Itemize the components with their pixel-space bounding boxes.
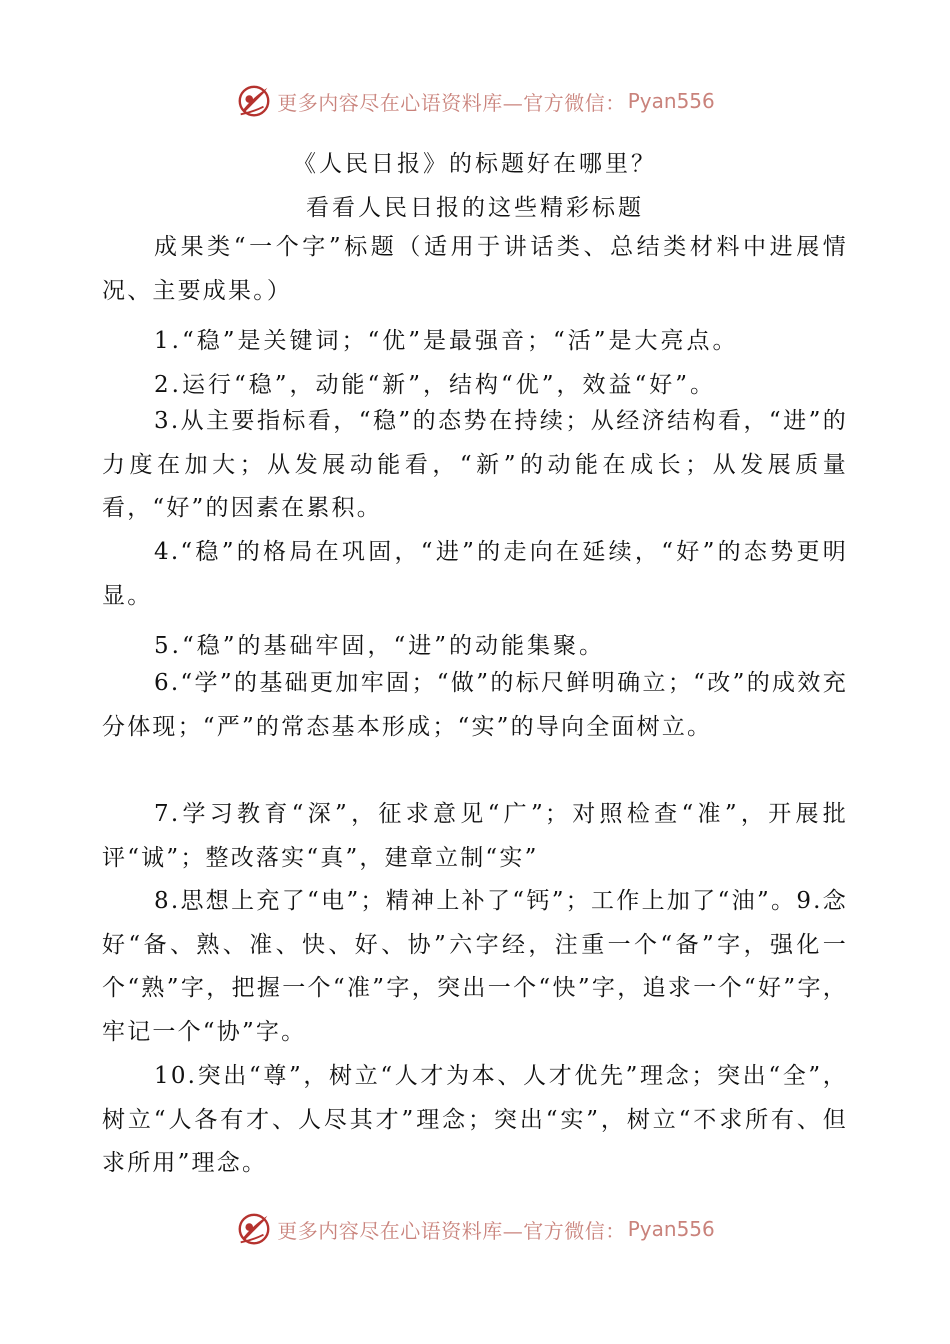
pen-logo-icon	[235, 1210, 273, 1248]
list-item: 1.“稳”是关键词；“优”是最强音；“活”是大亮点。	[154, 328, 739, 354]
list-item: 7.学习教育“深”，征求意见“广”；对照检查“准”，开展批评“诚”；整改落实“真”，建章立制“实”	[102, 801, 848, 871]
list-item: 6.“学”的基础更加牢固；“做”的标尺鲜明确立；“改”的成效充分体现；“严”的常态基本形成；“实”的导向全面树立。	[102, 670, 848, 740]
list-item: 4.“稳”的格局在巩固，“进”的走向在延续，“好”的态势更明显。	[102, 539, 848, 609]
header-banner	[0, 82, 950, 120]
list-item: 3.从主要指标看，“稳”的态势在持续；从经济结构看，“进”的力度在加大；从发展动能看，“新”的动能在成长；从发展质量看，“好”的因素在累积。	[102, 408, 848, 522]
wechat-handle: Pyan556	[627, 89, 715, 113]
intro-paragraph: 成果类“一个字”标题（适用于讲话类、总结类材料中进展情况、主要成果。）	[102, 234, 848, 304]
page-title: 《人民日报》的标题好在哪里？	[293, 151, 657, 177]
list-item: 10.突出“尊”，树立“人才为本、人才优先”理念；突出“全”，树立“人各有才、人尽其才”理念；突出“实”，树立“不求所有、但求所用”理念。	[102, 1063, 848, 1177]
list-item: 2.运行“稳”，动能“新”，结构“优”，效益“好”。	[154, 372, 717, 398]
page-subtitle: 看看人民日报的这些精彩标题	[306, 195, 644, 221]
list-item: 8.思想上充了“电”；精神上补了“钙”；工作上加了“油”。9.念好“备、熟、准、快、好、协”六字经，注重一个“备”字，强化一个“熟”字，把握一个“准”字，突出一个“快”字，追求一个“好”字，牢记一个“协”字。	[102, 888, 848, 1045]
pen-logo-icon	[235, 82, 273, 120]
footer-banner	[0, 1210, 950, 1248]
banner-text: 更多内容尽在心语资料库—官方微信：	[277, 1218, 626, 1243]
list-item: 5.“稳”的基础牢固，“进”的动能集聚。	[154, 633, 605, 659]
banner-text: 更多内容尽在心语资料库—官方微信：	[277, 90, 626, 115]
wechat-handle: Pyan556	[627, 1217, 715, 1241]
